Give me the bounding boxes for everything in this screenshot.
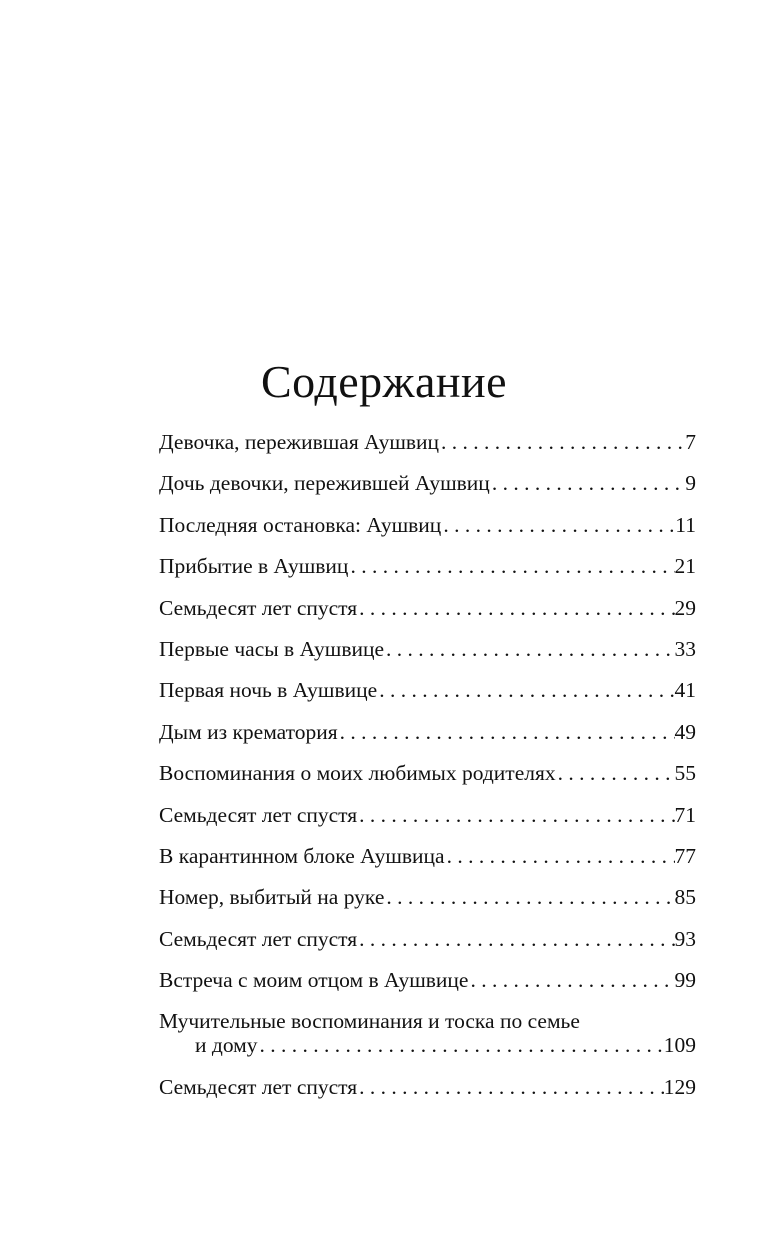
toc-entry-title: Последняя остановка: Аушвиц [159, 512, 442, 537]
toc-entry [159, 844, 696, 868]
toc-entry-page: 21 [674, 554, 696, 579]
dot-leader [357, 927, 674, 951]
toc-entry [159, 761, 696, 785]
toc-entry [159, 554, 696, 578]
toc-entry-page: 29 [674, 595, 696, 620]
toc-entry-title: Номер, выбитый на руке [159, 885, 385, 910]
toc-entry-title: В карантинном блоке Аушвица [159, 843, 445, 868]
toc-entry-page: 33 [674, 636, 696, 661]
dot-leader [357, 1075, 664, 1099]
toc-entry [159, 596, 696, 620]
dot-leader [384, 637, 674, 661]
toc-entry-title: Мучительные воспоминания и тоска по семье [159, 1009, 580, 1034]
toc-entry [159, 1075, 696, 1099]
dot-leader [439, 430, 685, 454]
toc-entry-title: Воспоминания о моих любимых родителях [159, 761, 556, 786]
toc-entry-page: 77 [674, 843, 696, 868]
toc-entry [159, 471, 696, 495]
toc-entry-title: Семьдесят лет спустя [159, 926, 358, 951]
toc-entry [159, 803, 696, 827]
toc-entry [159, 513, 696, 537]
toc-entry-page: 99 [674, 968, 696, 993]
page-title: Содержание [260, 356, 508, 407]
dot-leader [468, 968, 674, 992]
toc-entry-page: 41 [674, 678, 696, 703]
toc-entry [159, 968, 696, 992]
toc-entry-page: 85 [674, 885, 696, 910]
dot-leader [357, 803, 674, 827]
toc-entry [159, 720, 696, 744]
toc-entry [159, 1009, 696, 1057]
toc-entry-page: 93 [674, 926, 696, 951]
toc-entry-page: 55 [674, 761, 696, 786]
toc-entry-title: Дочь девочки, пережившей Аушвиц [159, 471, 490, 496]
toc-entry-title: Прибытие в Аушвиц [159, 554, 349, 579]
toc-entry [159, 678, 696, 702]
dot-leader [357, 596, 674, 620]
toc-entry-page: 7 [685, 430, 696, 454]
dot-leader [384, 885, 674, 909]
dot-leader [490, 471, 685, 495]
toc-entry-page: 109 [663, 1033, 696, 1058]
toc-entry-title: Первая ночь в Аушвице [159, 678, 378, 703]
toc-entry-title: Семьдесят лет спустя [159, 595, 358, 620]
toc-entry-page: 9 [685, 471, 696, 496]
toc-entry-page: 71 [674, 802, 696, 827]
dot-leader [258, 1033, 664, 1057]
toc-entry-title: Семьдесят лет спустя [159, 1074, 358, 1099]
dot-leader [556, 761, 675, 785]
table-of-contents [159, 430, 696, 1116]
dot-leader [377, 678, 674, 702]
toc-entry-title: Семьдесят лет спустя [159, 802, 358, 827]
toc-entry-page: 11 [675, 512, 696, 537]
toc-entry-title: Встреча с моим отцом в Аушвице [159, 968, 469, 993]
toc-entry-page: 129 [663, 1074, 696, 1099]
toc-entry-title: Первые часы в Аушвице [159, 636, 385, 661]
toc-entry [159, 927, 696, 951]
dot-leader [348, 554, 674, 578]
toc-entry [159, 637, 696, 661]
dot-leader [441, 513, 675, 537]
toc-entry-title: Девочка, пережившая Аушвиц [159, 430, 440, 454]
toc-entry-title-continued: и дому [195, 1033, 258, 1058]
toc-entry [159, 430, 696, 454]
dot-leader [338, 720, 675, 744]
toc-entry-page: 49 [674, 719, 696, 744]
toc-entry-title: Дым из крематория [159, 719, 338, 744]
toc-entry [159, 885, 696, 909]
dot-leader [445, 844, 675, 868]
